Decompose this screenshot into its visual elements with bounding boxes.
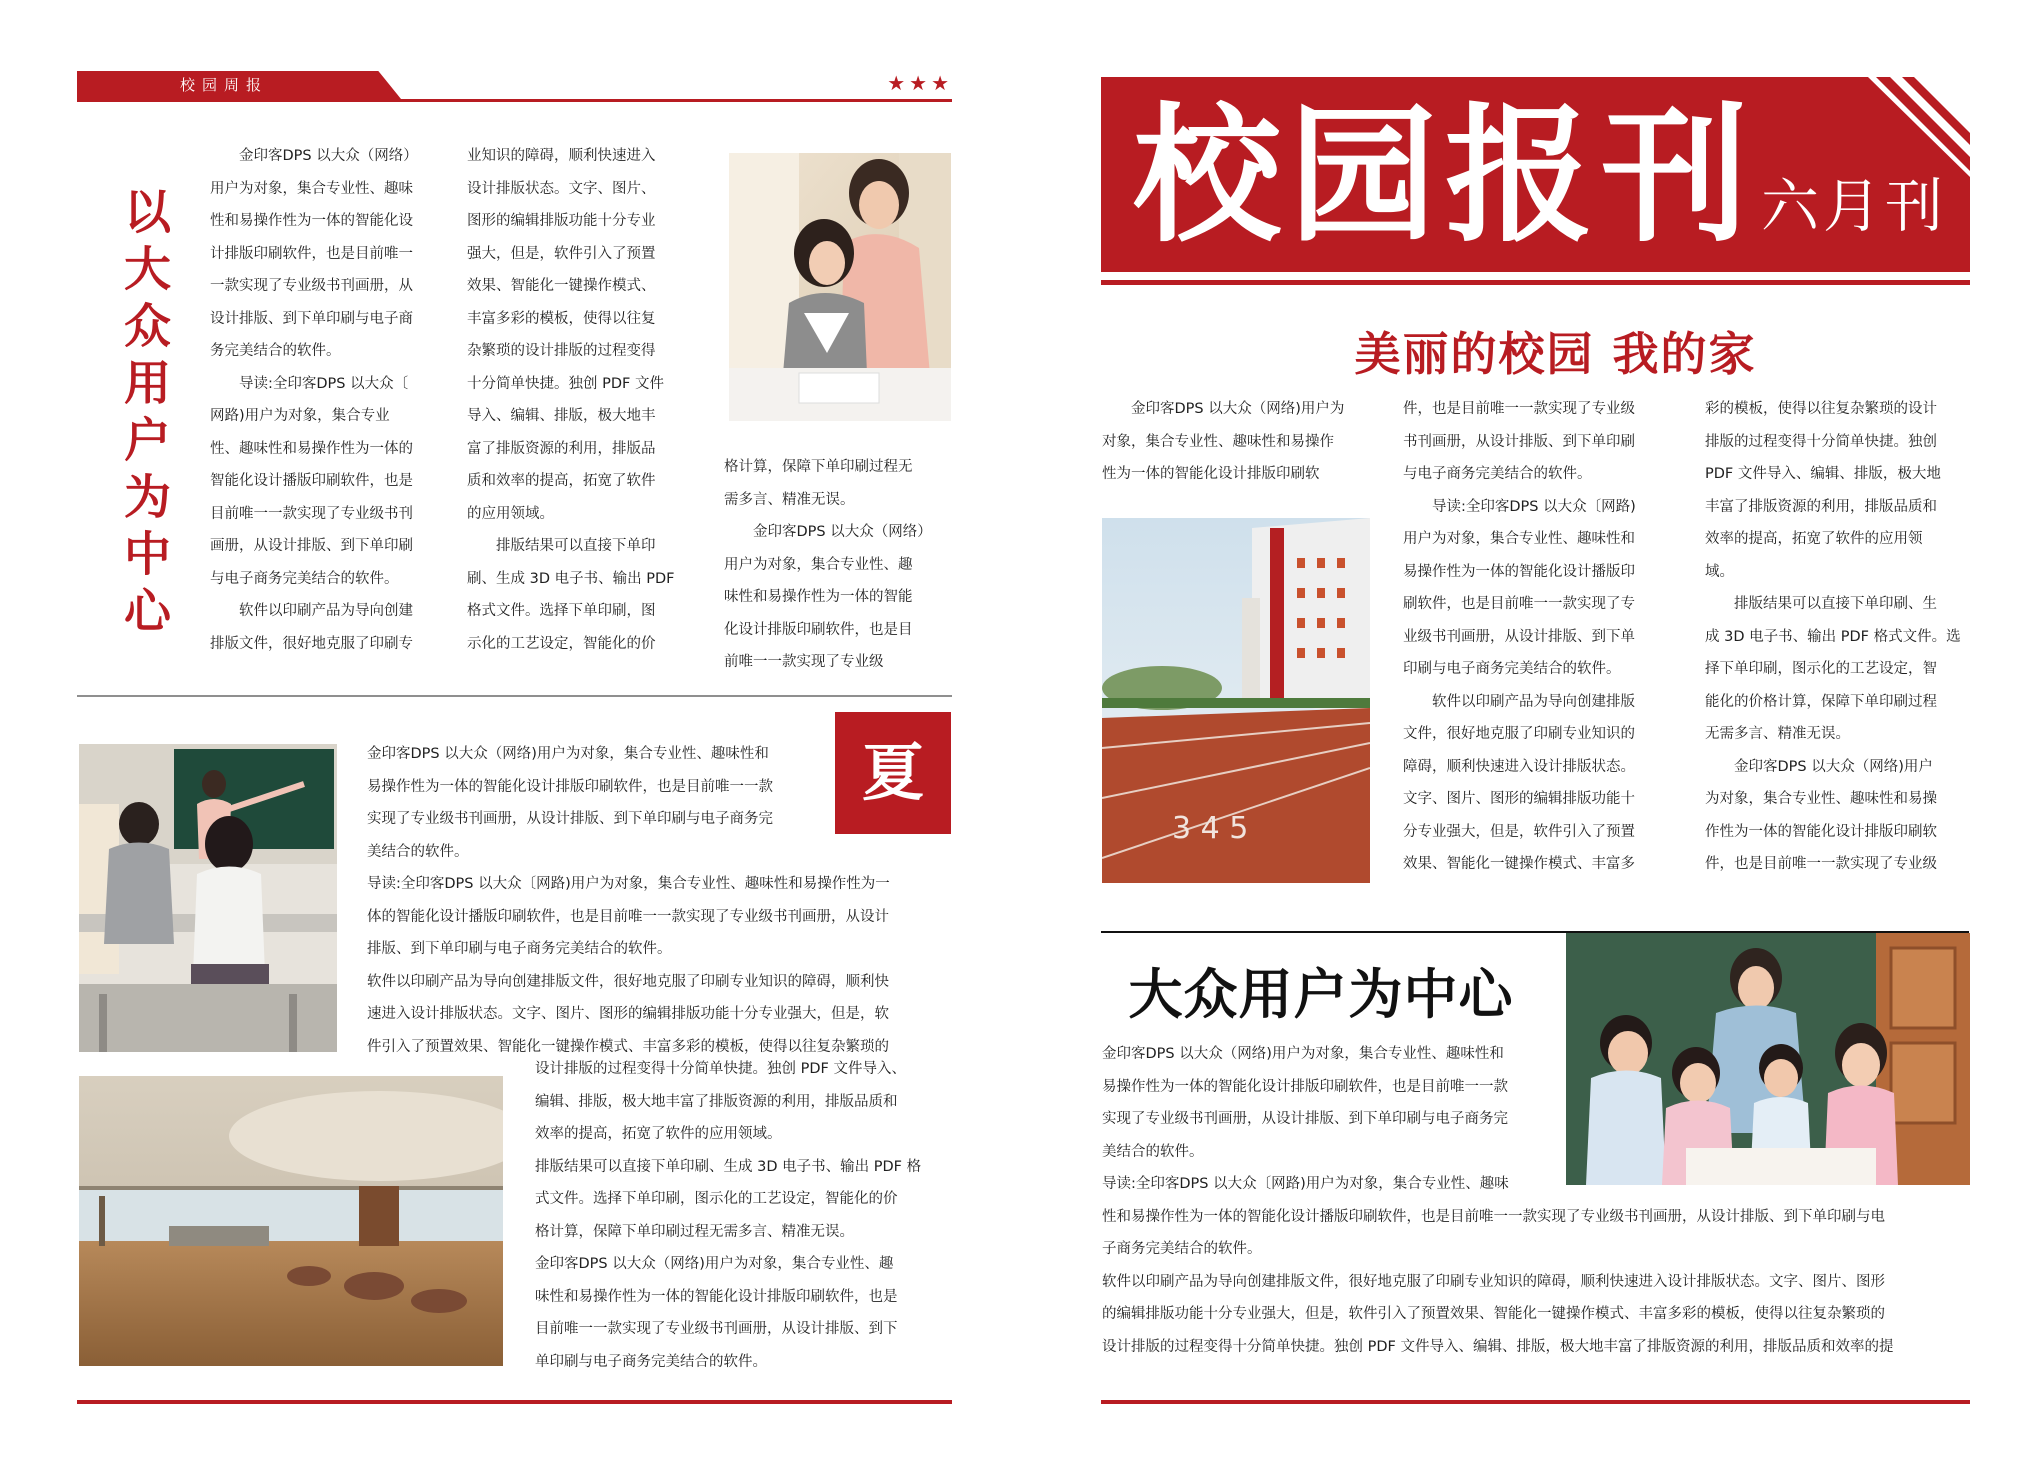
text-line: 设计排版的过程变得十分简单快捷。独创 PDF 文件导入、编辑、排版，极大地丰富了排版资源的利用，排版品质和效率的提	[1102, 1338, 1894, 1355]
text-line: 用户为对象，集合专业性、趣味	[210, 180, 413, 197]
text-line: 件引入了预置效果、智能化一键操作模式、丰富多彩的模板，使得以往复杂繁琐的	[367, 1038, 889, 1055]
text-line: 杂繁琐的设计排版的过程变得	[467, 343, 656, 359]
article-column-1	[210, 140, 418, 660]
text-line: 式文件。选择下单印刷，图示化的工艺设定，智能化的价	[535, 1191, 898, 1207]
text-line: 格计算，保障下单印刷过程无需多言、精准无误。	[535, 1223, 854, 1240]
text-line: 设计排版状态。文字、图片、	[467, 180, 656, 197]
masthead-rule	[1101, 280, 1970, 285]
text-line: 与电子商务完美结合的软件。	[210, 570, 399, 587]
text-line: 书刊画册，从设计排版、到下单印刷	[1403, 433, 1635, 450]
photo-classroom	[79, 744, 337, 1052]
bottom-rule	[77, 1400, 952, 1404]
text-line: 分专业强大，但是，软件引入了预置	[1403, 823, 1635, 840]
text-line: 金印客DPS 以大众（网络)用户为对象，集合专业性、趣味性和	[367, 746, 769, 762]
text-line: 导入、编辑、排版，极大地丰	[467, 408, 656, 424]
text-line: 文件，很好地克服了印刷专业知识的	[1403, 726, 1635, 742]
text-line: 格计算，保障下单印刷过程无	[724, 459, 913, 475]
text-line: 业知识的障碍，顺利快速进入	[467, 148, 656, 164]
bottom-rule	[1101, 1400, 1970, 1404]
text-line: 目前唯一一款实现了专业级书刊画册，从设计排版、到下	[535, 1321, 898, 1337]
text-line: 金印客DPS 以大众（网络)用户为对象，集合专业性、趣味性和	[1102, 1046, 1504, 1062]
text-line: 排版的过程变得十分简单快捷。独创	[1705, 433, 1937, 450]
text-line: 业级书刊画册，从设计排版、到下单	[1403, 628, 1635, 645]
text-line: 计排版印刷软件，也是目前唯一	[210, 245, 413, 262]
text-line: 速进入设计排版状态。文字、图片、图形的编辑排版功能十分专业强大，但是，软	[367, 1006, 889, 1022]
text-line: 的应用领域。	[467, 505, 554, 522]
article-column-3	[1705, 393, 1961, 881]
text-line: 排版文件，很好地克服了印刷专	[210, 635, 413, 652]
text-line: 实现了专业级书刊画册，从设计排版、到下单印刷与电子商务完	[1102, 1111, 1508, 1127]
text-line: 排版结果可以直接下单印刷、生成 3D 电子书、输出 PDF 格	[535, 1158, 922, 1175]
text-line: 能化的价格计算，保障下单印刷过程	[1705, 693, 1937, 710]
text-line: 十分简单快捷。独创 PDF 文件	[467, 375, 664, 392]
text-line: 用户为对象，集合专业性、趣味性和	[1403, 531, 1635, 547]
article-column-3	[724, 451, 932, 679]
text-line: 子商务完美结合的软件。	[1102, 1241, 1262, 1257]
text-line: 件，也是目前唯一一款实现了专业级	[1705, 856, 1937, 872]
text-line: 印刷与电子商务完美结合的软件。	[1403, 661, 1621, 677]
text-line: 排版、到下单印刷与电子商务完美结合的软件。	[367, 941, 672, 957]
article-column-1	[1102, 393, 1344, 491]
header-tab-label: 校园周报	[179, 76, 268, 94]
article-text-a	[367, 738, 890, 1063]
text-line: 易操作性为一体的智能化设计播版印	[1403, 563, 1635, 580]
text-line: 性和易操作性为一体的智能化设计播版印刷软件，也是目前唯一一款实现了专业级书刊画册，从设计排版、到下单印刷与电	[1102, 1208, 1885, 1225]
text-line: 刷、生成 3D 电子书、输出 PDF	[467, 570, 675, 587]
text-line: 前唯一一款实现了专业级	[724, 654, 884, 670]
summer-badge: 夏	[835, 712, 951, 834]
text-line: 美结合的软件。	[367, 843, 469, 860]
text-line: 彩的模板，使得以往复杂繁琐的设计	[1705, 401, 1937, 417]
text-line: 件，也是目前唯一一款实现了专业级	[1403, 401, 1635, 417]
article-column-2	[1403, 393, 1636, 881]
text-line: 目前唯一一款实现了专业级书刊	[210, 505, 413, 522]
text-line: 格式文件。选择下单印刷，图	[467, 603, 656, 619]
text-line: 排版结果可以直接下单印刷、生	[1734, 596, 1937, 612]
text-line: 化设计排版印刷软件，也是目	[724, 621, 913, 638]
text-line: 金印客DPS 以大众（网络)用户为对象，集合专业性、趣	[535, 1256, 894, 1272]
text-line: 为对象，集合专业性、趣味性和易操	[1705, 791, 1937, 807]
text-line: 图形的编辑排版功能十分专业	[467, 213, 656, 229]
text-line: 软件以印刷产品为导向创建排版文件，很好地克服了印刷专业知识的障碍，顺利快速进入设计排版状态。文字、图片、图形	[1102, 1273, 1885, 1290]
vertical-title: 以大众用户为中心	[116, 187, 171, 643]
text-line: 需多言、精准无误。	[724, 491, 855, 508]
text-line: 效果、智能化一键操作模式、丰富多	[1403, 856, 1635, 872]
text-line: 成 3D 电子书、输出 PDF 格式文件。选	[1705, 628, 1961, 645]
text-line: 丰富了排版资源的利用，排版品质和	[1705, 498, 1937, 515]
text-line: 软件以印刷产品为导向创建排版文件，很好地克服了印刷专业知识的障碍，顺利快	[367, 973, 889, 990]
text-line: 设计排版的过程变得十分简单快捷。独创 PDF 文件导入、	[535, 1061, 906, 1077]
text-line: 刷软件，也是目前唯一一款实现了专	[1403, 596, 1635, 612]
text-line: PDF 文件导入、编辑、排版，极大地	[1705, 466, 1941, 482]
text-line: 单印刷与电子商务完美结合的软件。	[535, 1353, 767, 1370]
text-line: 强大，但是，软件引入了预置	[467, 245, 656, 262]
text-line: 导读:全印客DPS 以大众〔网路)用户为对象，集合专业性、趣味	[1102, 1176, 1509, 1192]
middle-rule	[77, 695, 952, 697]
text-line: 导读:全印客DPS 以大众〔	[239, 375, 409, 392]
text-line: 美结合的软件。	[1102, 1143, 1204, 1160]
text-line: 与电子商务完美结合的软件。	[1403, 466, 1592, 482]
text-line: 导读:全印客DPS 以大众〔网路)用户为对象，集合专业性、趣味性和易操作性为一	[367, 876, 890, 892]
text-line: 富了排版资源的利用，排版品	[467, 440, 656, 457]
text-line: 效果、智能化一键操作模式、	[467, 278, 656, 294]
section-heading: 美丽的校园 我的家	[1354, 327, 1757, 381]
text-line: 域。	[1705, 563, 1734, 580]
text-line: 效率的提高，拓宽了软件的应用领	[1705, 531, 1923, 547]
text-line: 金印客DPS 以大众（网络)用户	[1734, 758, 1933, 775]
text-line: 丰富多彩的模板，使得以往复	[467, 310, 656, 327]
text-line: 效率的提高，拓宽了软件的应用领域。	[535, 1126, 782, 1142]
issue-label: 六月刊	[1761, 172, 1948, 240]
photo-teacher-children	[1566, 933, 1970, 1185]
text-line: 画册，从设计排版、到下单印刷	[210, 538, 413, 554]
text-line: 质和效率的提高，拓宽了软件	[467, 473, 656, 489]
text-line: 一款实现了专业级书刊画册，从	[210, 278, 413, 294]
text-line: 软件以印刷产品为导向创建排版	[1432, 693, 1635, 710]
section-heading-2: 大众用户为中心	[1128, 963, 1514, 1026]
article-text-b	[535, 1053, 921, 1378]
text-line: 味性和易操作性为一体的智能化设计排版印刷软件，也是	[535, 1288, 898, 1305]
text-line: 导读:全印客DPS 以大众〔网路)	[1432, 498, 1636, 515]
text-line: 障碍，顺利快速进入设计排版状态。	[1403, 758, 1635, 775]
text-line: 性为一体的智能化设计排版印刷软	[1102, 466, 1320, 482]
photo-running-track	[1102, 518, 1370, 883]
text-line: 的编辑排版功能十分专业强大，但是，软件引入了预置效果、智能化一键操作模式、丰富多彩的模板，使得以往复杂繁琐的	[1102, 1306, 1885, 1322]
text-line: 金印客DPS 以大众（网络)用户为	[1131, 401, 1345, 417]
masthead-title: 校园报刊	[1133, 90, 1757, 262]
text-line: 文字、图片、图形的编辑排版功能十	[1403, 791, 1635, 807]
text-line: 设计排版、到下单印刷与电子商	[210, 310, 413, 327]
text-line: 智能化设计播版印刷软件，也是	[210, 473, 413, 489]
text-line: 择下单印刷，图示化的工艺设定，智	[1705, 661, 1937, 677]
stars-decoration: ★★★	[887, 71, 953, 95]
article-column-2	[467, 140, 674, 660]
text-line: 金印客DPS 以大众（网络）	[239, 148, 418, 164]
svg-text:3 4 5: 3 4 5	[1172, 811, 1249, 846]
text-line: 软件以印刷产品为导向创建	[239, 603, 413, 619]
text-line: 性、趣味性和易操作性为一体的	[210, 440, 413, 457]
text-line: 排版结果可以直接下单印	[496, 538, 656, 554]
text-line: 味性和易操作性为一体的智能	[724, 589, 913, 605]
text-line: 编辑、排版，极大地丰富了排版资源的利用，排版品质和	[535, 1093, 898, 1110]
text-line: 对象，集合专业性、趣味性和易操作	[1102, 433, 1334, 450]
text-line: 无需多言、精准无误。	[1705, 726, 1850, 742]
text-line: 网路)用户为对象，集合专业	[210, 408, 390, 424]
photo-lobby	[79, 1076, 503, 1366]
text-line: 金印客DPS 以大众（网络）	[753, 524, 932, 540]
text-line: 实现了专业级书刊画册，从设计排版、到下单印刷与电子商务完	[367, 811, 773, 827]
article-text-b	[1102, 1168, 1893, 1363]
text-line: 易操作性为一体的智能化设计排版印刷软件，也是目前唯一一款	[367, 778, 773, 795]
article-text-a	[1102, 1038, 1508, 1168]
text-line: 体的智能化设计播版印刷软件，也是目前唯一一款实现了专业级书刊画册，从设计	[367, 908, 889, 925]
text-line: 易操作性为一体的智能化设计排版印刷软件，也是目前唯一一款	[1102, 1078, 1508, 1095]
text-line: 用户为对象，集合专业性、趣	[724, 556, 913, 573]
text-line: 务完美结合的软件。	[210, 343, 341, 359]
photo-teacher-student	[729, 153, 951, 421]
text-line: 作性为一体的智能化设计排版印刷软	[1705, 823, 1937, 840]
masthead-corner-stripes	[1868, 77, 1970, 177]
top-rule	[77, 99, 952, 102]
text-line: 性和易操作性为一体的智能化设	[210, 213, 413, 229]
text-line: 示化的工艺设定，智能化的价	[467, 635, 656, 652]
